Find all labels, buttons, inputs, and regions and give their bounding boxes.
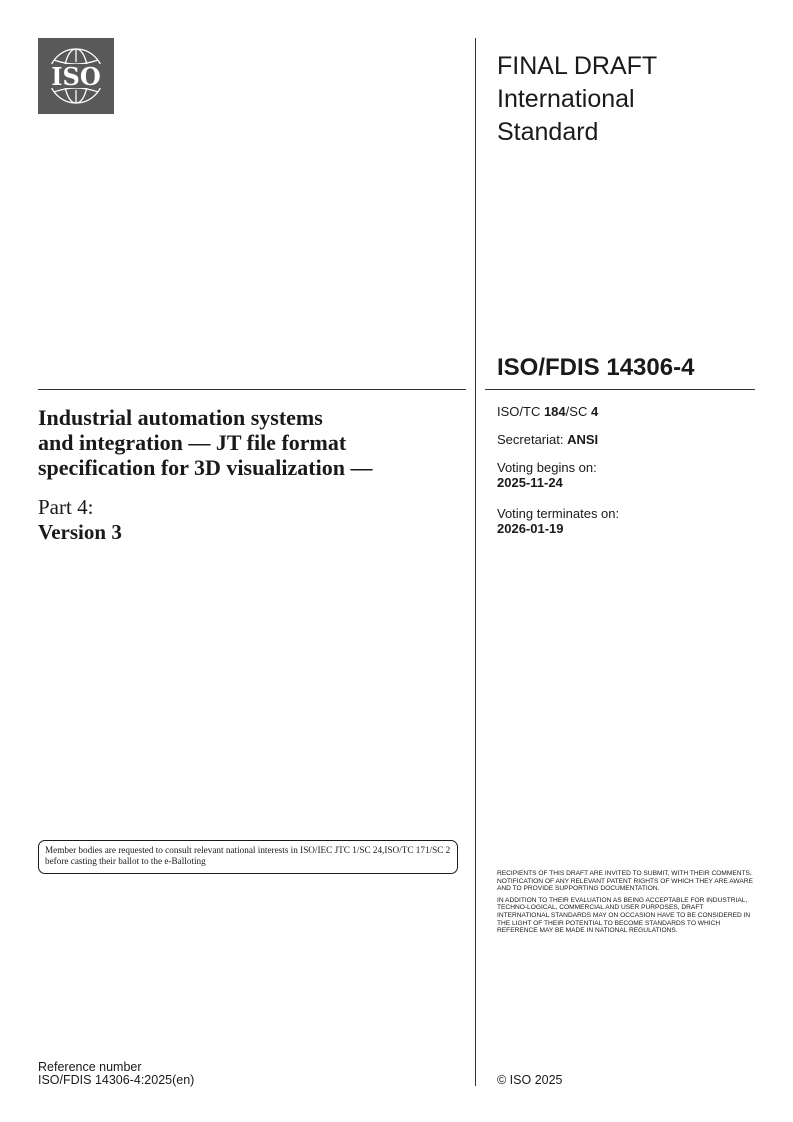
title-line: specification for 3D visualization — (38, 455, 373, 480)
iso-logo (38, 38, 114, 114)
reference-number (38, 1061, 194, 1087)
voting-begins (497, 460, 757, 490)
part-title: Version 3 (38, 520, 122, 544)
part-heading (38, 495, 122, 545)
part-label: Part 4: (38, 495, 94, 519)
committee-tc: 184 (543, 404, 566, 419)
status-line: Standard (497, 118, 599, 146)
globe-icon (38, 38, 114, 114)
title-line: Industrial automation systems (38, 405, 323, 430)
voting-terminates-label: Voting terminates on: (497, 506, 620, 521)
document-title (38, 405, 458, 480)
voting-terminates-date: 2026-01-19 (497, 521, 564, 536)
secretariat: Secretariat: ANSI (497, 432, 599, 447)
vertical-divider (475, 38, 476, 1086)
horizontal-divider-right (485, 389, 755, 390)
iso-logo-text: ISO (51, 62, 101, 91)
voting-begins-date: 2025-11-24 (497, 475, 563, 490)
disclaimer-paragraph: RECIPIENTS OF THIS DRAFT ARE INVITED TO SUBMIT, WITH THEIR COMMENTS, NOTIFICATION OF ANY RELEVANT PATENT RIGHTS OF WHICH THEY ARE AWARE AND TO PROVIDE SUPPORTING DOCUMENTATION. (497, 870, 753, 893)
standard-number: ISO/FDIS 14306-4 (497, 354, 695, 381)
status-line: International (497, 85, 635, 113)
reference-value: ISO/FDIS 14306-4:2025(en) (38, 1073, 195, 1087)
voting-begins-label: Voting begins on: (497, 460, 597, 475)
committee-sc: 4 (590, 404, 599, 419)
reference-label: Reference number (38, 1060, 142, 1074)
document-status (497, 50, 757, 149)
secretariat-value: ANSI (567, 432, 599, 447)
copyright-notice: © ISO 2025 (497, 1073, 563, 1087)
committee-reference: ISO/TC 184/SC 4 (497, 404, 599, 419)
title-line: and integration — JT file format (38, 430, 347, 455)
horizontal-divider-left (38, 389, 466, 390)
recipients-disclaimer (497, 870, 757, 939)
voting-terminates (497, 506, 757, 536)
disclaimer-paragraph: IN ADDITION TO THEIR EVALUATION AS BEING ACCEPTABLE FOR INDUSTRIAL, TECHNO-LOGICAL, COMMERCIAL AND USER PURPOSES, DRAFT INTERNATIONAL STANDARDS MAY ON OCCASION HAVE TO BE CONSIDERED IN THE LIGHT OF THEIR POTENTIAL TO BECOME STANDARDS TO WHICH REFERENCE MAY BE MADE IN NATIONAL REGULATIONS. (497, 896, 751, 935)
member-bodies-notice (38, 840, 458, 874)
status-line: FINAL DRAFT (497, 52, 658, 80)
notice-text: Member bodies are requested to consult relevant national interests in ISO/IEC JTC 1/SC 24,ISO/TC 171/SC 2 before casting their ballot to the e-Balloting (45, 845, 451, 866)
